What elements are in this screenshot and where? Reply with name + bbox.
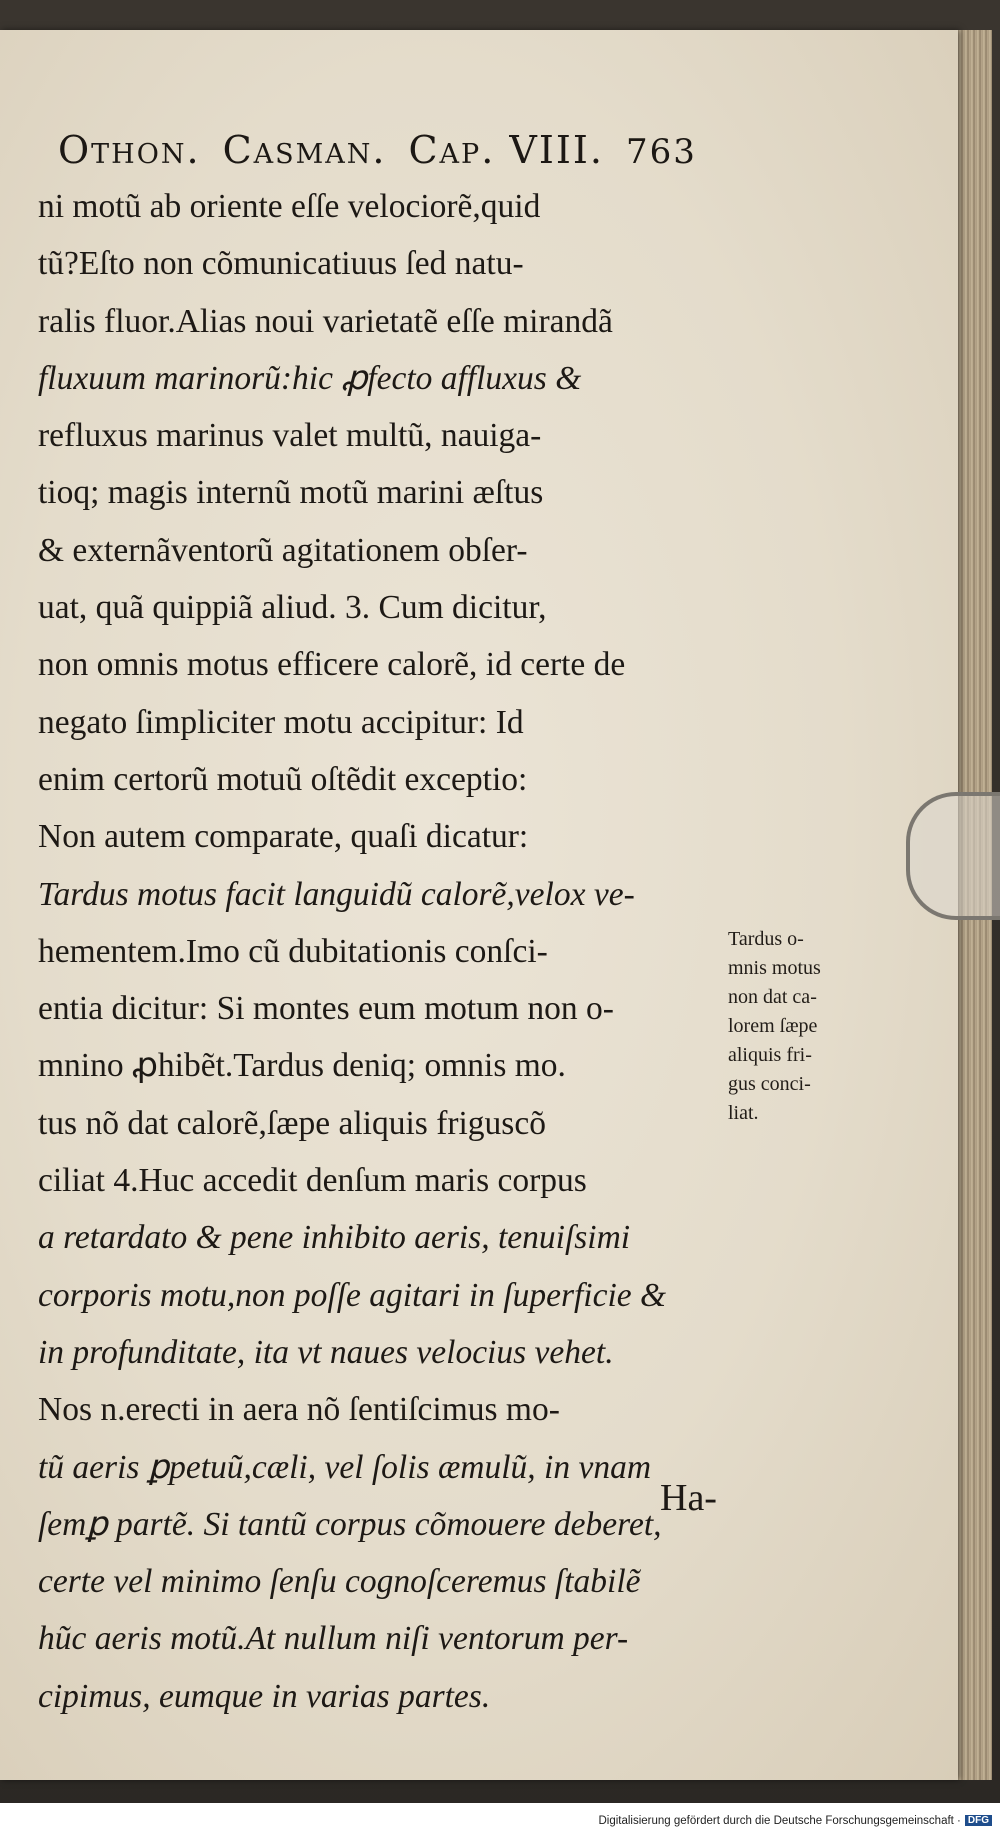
marginal-note-line: aliquis fri-	[728, 1044, 812, 1066]
text-line: cipimus, eumque in varias partes.	[38, 1677, 491, 1715]
text-line: tioq; magis internũ motũ marini æſtus	[38, 474, 544, 512]
text-line: uat, quã quippiã aliud. 3. Cum dicitur,	[38, 589, 547, 627]
text-line: fluxuum marinorũ:hic ꝓfecto affluxus &	[38, 359, 582, 397]
text-line: mnino ꝓhibẽt.Tardus deniq; omnis mo.	[38, 1047, 566, 1085]
text-line: & externãventorũ agitationem obſer-	[38, 531, 528, 569]
text-line: a retardato & pene inhibito aeris, tenuiſsimi	[38, 1219, 631, 1257]
text-line: ni motũ ab oriente eſſe velociorẽ,quid	[38, 188, 541, 225]
marginal-note-line: mnis motus	[728, 957, 821, 979]
marginal-note	[728, 925, 821, 1128]
header-author: Othon.	[58, 128, 201, 172]
text-line: ralis fluor.Alias noui varietatẽ eſſe mirandã	[38, 302, 613, 340]
text-line: in profunditate, ita vt naues velocius vehet.	[38, 1333, 614, 1371]
page-number: 763	[625, 132, 697, 172]
text-line: Nos n.erecti in aera nõ ſentiſcimus mo-	[38, 1391, 560, 1429]
text-line: enim certorũ motuũ oſtẽdit exceptio:	[38, 760, 528, 798]
marginal-note-line: liat.	[728, 1102, 759, 1124]
marginal-note-line: lorem ſæpe	[728, 1015, 818, 1037]
running-header	[58, 128, 697, 172]
text-line: hũc aeris motũ.At nullum niſi ventorum per-	[38, 1620, 629, 1658]
text-line: entia dicitur: Si montes eum motum non o-	[38, 990, 614, 1028]
dfg-logo: DFG	[965, 1815, 992, 1826]
marginal-note-line: gus conci-	[728, 1073, 811, 1095]
text-line: corporis motu,non poſſe agitari in ſuperficie &	[38, 1276, 667, 1314]
text-line: non omnis motus efficere calorẽ, id certe de	[38, 646, 626, 684]
text-line: certe vel minimo ſenſu cognoſceremus ſtabilẽ	[38, 1563, 641, 1601]
credit-text: Digitalisierung gefördert durch die Deutsche Forschungsgemeinschaft ·	[598, 1815, 961, 1827]
header-chapter: Cap. VIII.	[408, 128, 604, 172]
text-line: tus nõ dat calorẽ,ſæpe aliquis friguscõ	[38, 1104, 546, 1142]
marginal-note-line: non dat ca-	[728, 986, 817, 1008]
main-text-block	[38, 178, 738, 1725]
text-line: ciliat 4.Huc accedit denſum maris corpus	[38, 1162, 587, 1200]
text-line: ſemꝑ partẽ. Si tantũ corpus cõmouere deberet,	[38, 1505, 662, 1543]
text-line: negato ſimpliciter motu accipitur: Id	[38, 703, 524, 741]
catchword: Ha-	[660, 1477, 717, 1519]
book-clasp	[906, 792, 1000, 920]
text-line: refluxus marinus valet multũ, nauiga-	[38, 417, 542, 455]
text-line: hementem.Imo cũ dubitationis conſci-	[38, 932, 548, 970]
header-author-surname: Casman.	[222, 128, 387, 172]
text-line: tũ?Eſto non cõmunicatiuus ſed natu-	[38, 245, 524, 283]
text-line: Non autem comparate, quaſi dicatur:	[38, 818, 529, 856]
marginal-note-line: Tardus o-	[728, 928, 804, 950]
digitization-credit	[598, 1815, 992, 1827]
text-line: Tardus motus facit languidũ calorẽ,velox ve-	[38, 875, 635, 913]
text-line: tũ aeris ꝑpetuũ,cæli, vel ſolis æmulũ, in vnam	[38, 1448, 652, 1486]
